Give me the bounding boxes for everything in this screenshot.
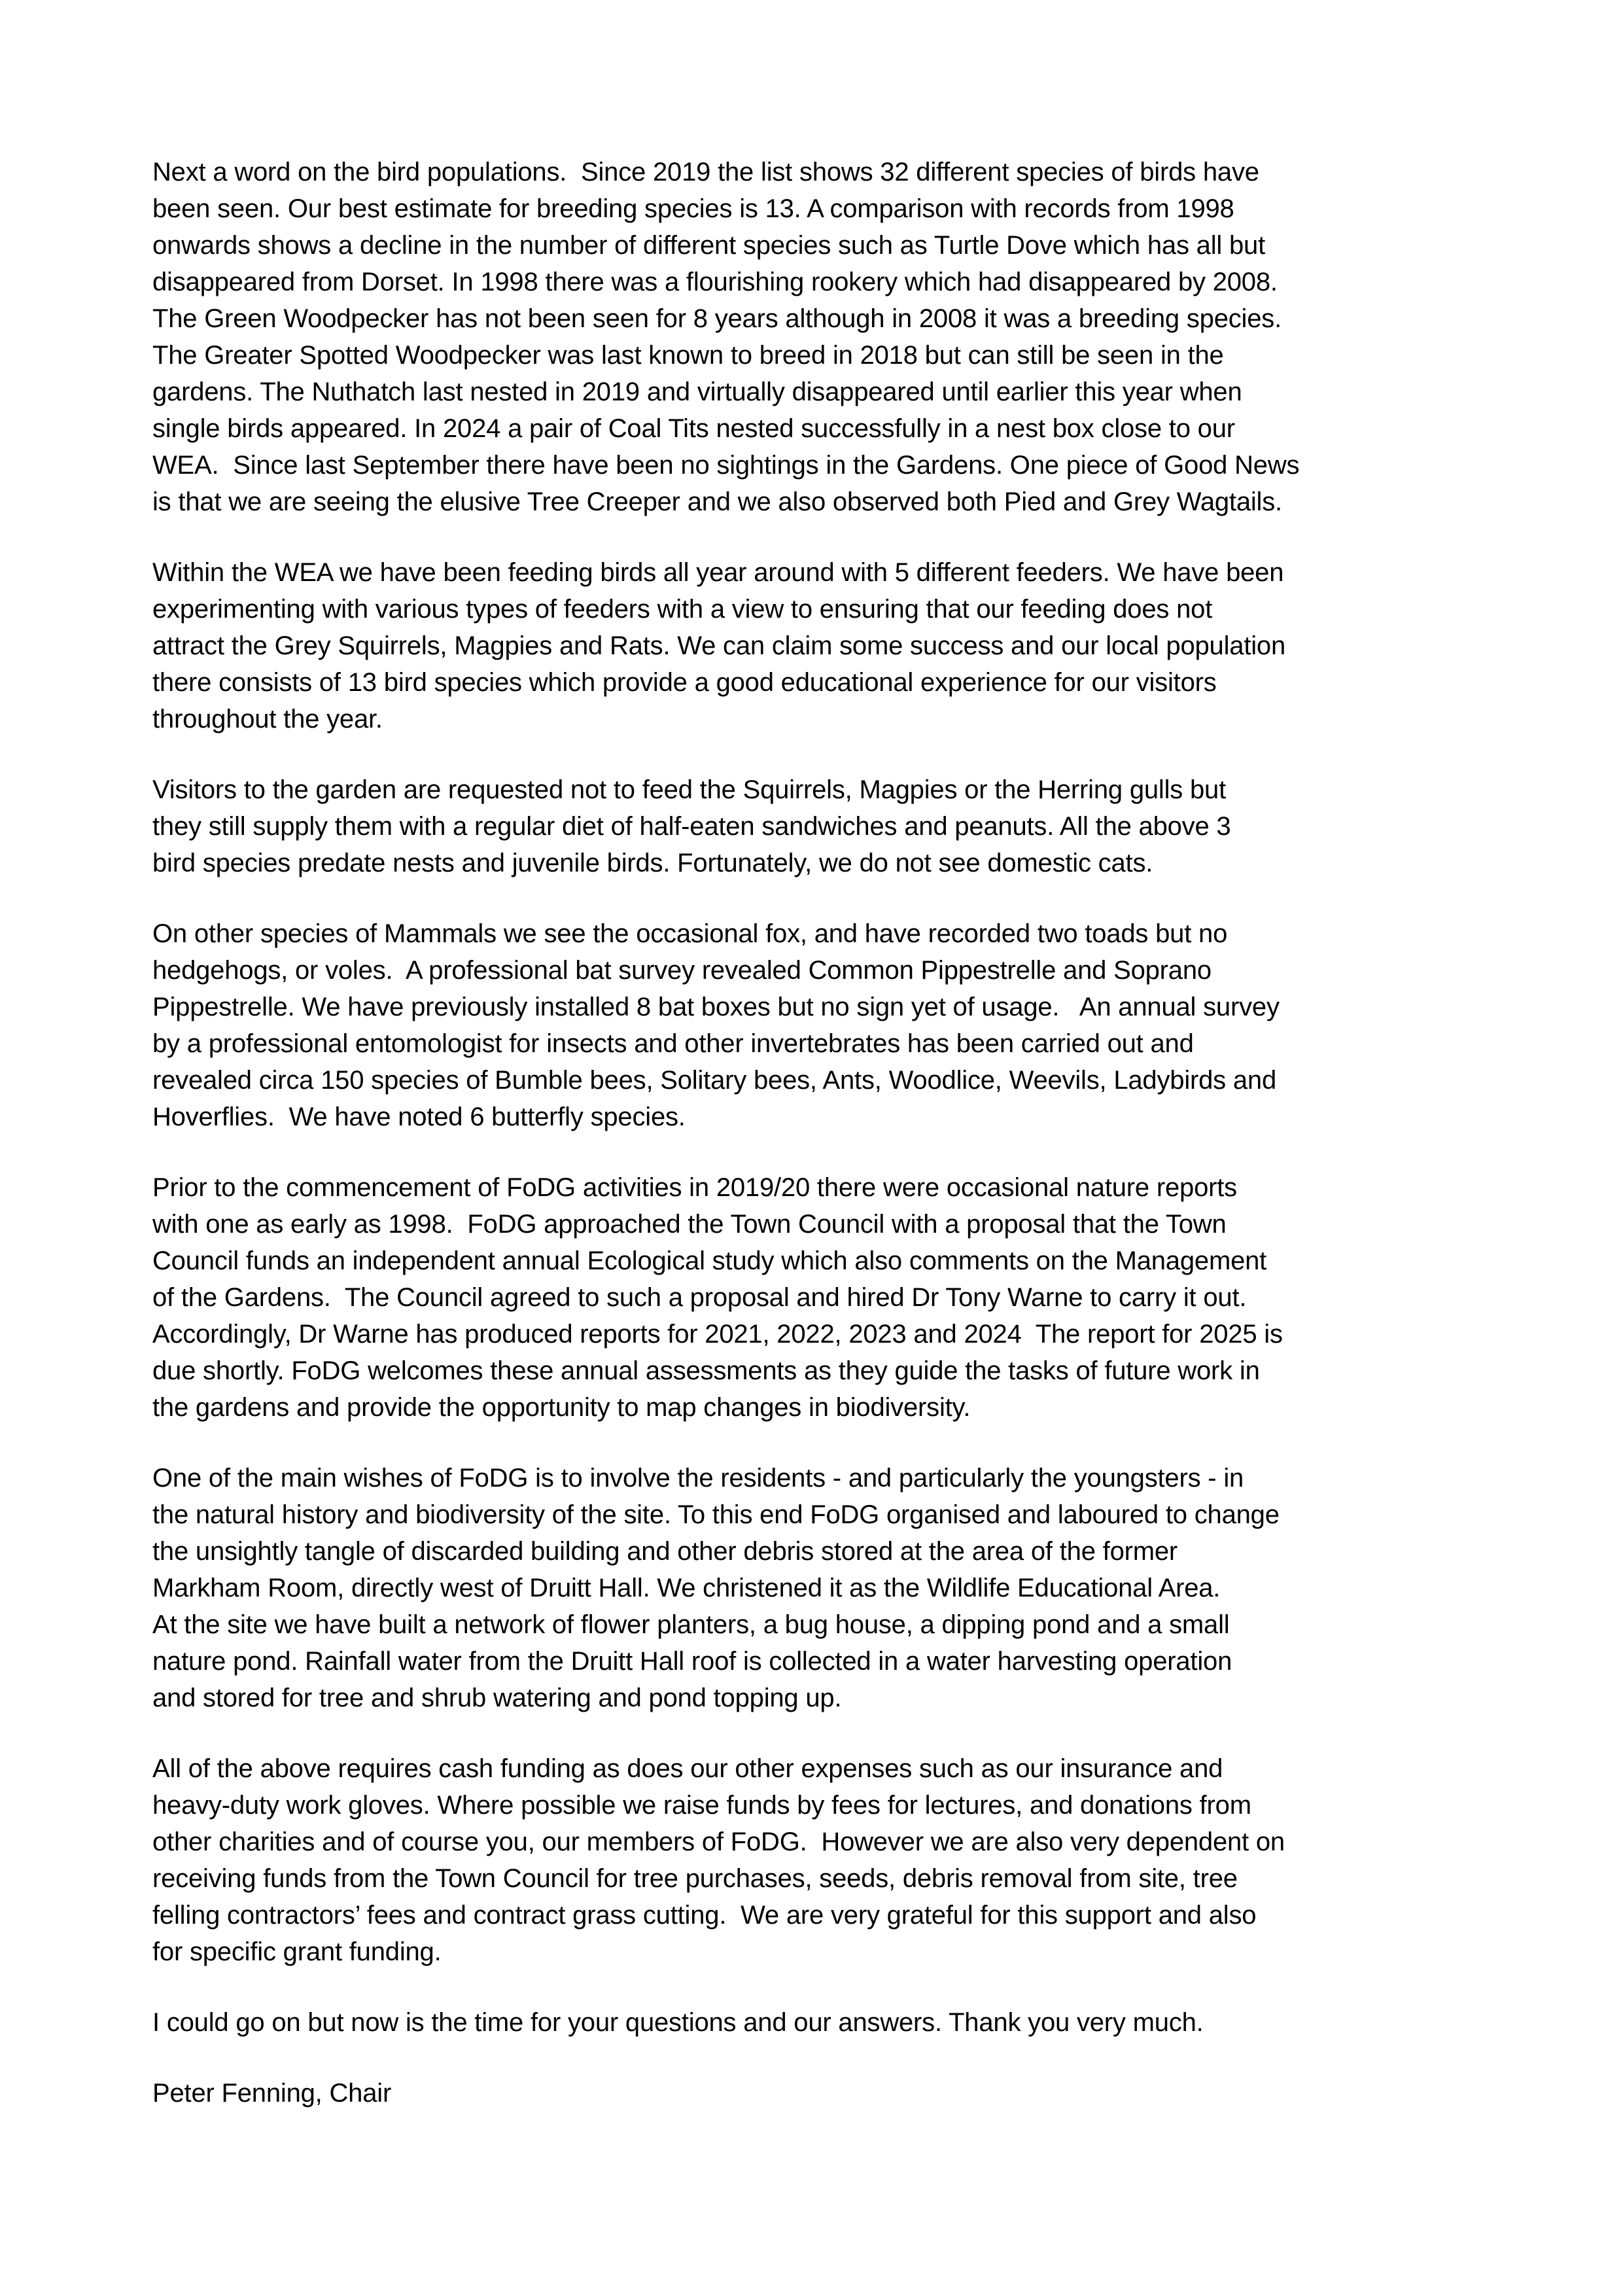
text-line: they still supply them with a regular diet of half-eaten sandwiches and peanuts. All the above 3: [152, 812, 1231, 841]
text-line: disappeared from Dorset. In 1998 there was a flourishing rookery which had disappeared by 2008.: [152, 268, 1278, 296]
text-line: The Green Woodpecker has not been seen for 8 years although in 2008 it was a breeding species.: [152, 304, 1282, 333]
text-line: On other species of Mammals we see the occasional fox, and have recorded two toads but no: [152, 919, 1228, 948]
text-line: onwards shows a decline in the number of different species such as Turtle Dove which has all but: [152, 231, 1265, 260]
text-line: WEA. Since last September there have been no sightings in the Gardens. One piece of Good News: [152, 451, 1300, 480]
text-line: felling contractors’ fees and contract grass cutting. We are very grateful for this support and also: [152, 1901, 1257, 1930]
text-line: single birds appeared. In 2024 a pair of Coal Tits nested successfully in a nest box close to our: [152, 414, 1235, 443]
text-line: revealed circa 150 species of Bumble bees, Solitary bees, Ants, Woodlice, Weevils, Ladybirds and: [152, 1066, 1277, 1095]
paragraph-6: [152, 1460, 1474, 1716]
text-line: other charities and of course you, our members of FoDG. However we are also very dependent on: [152, 1828, 1285, 1856]
document-body: [152, 154, 1474, 2111]
text-line: Markham Room, directly west of Druitt Hall. We christened it as the Wildlife Educational Area.: [152, 1574, 1221, 1602]
text-line: bird species predate nests and juvenile birds. Fortunately, we do not see domestic cats.: [152, 849, 1153, 877]
text-line: by a professional entomologist for insects and other invertebrates has been carried out and: [152, 1029, 1194, 1058]
paragraph-5: [152, 1169, 1474, 1426]
text-line: The Greater Spotted Woodpecker was last known to breed in 2018 but can still be seen in the: [152, 341, 1224, 370]
text-line: the gardens and provide the opportunity to map changes in biodiversity.: [152, 1393, 971, 1422]
text-line: gardens. The Nuthatch last nested in 2019 and virtually disappeared until earlier this year when: [152, 378, 1242, 406]
text-line: throughout the year.: [152, 705, 383, 733]
text-line: the natural history and biodiversity of the site. To this end FoDG organised and laboured to change: [152, 1500, 1280, 1529]
text-line: Peter Fenning, Chair: [152, 2079, 392, 2108]
signature: [152, 2075, 1474, 2111]
text-line: I could go on but now is the time for your questions and our answers. Thank you very much.: [152, 2008, 1204, 2037]
text-line: All of the above requires cash funding as does our other expenses such as our insurance and: [152, 1754, 1223, 1783]
text-line: Visitors to the garden are requested not to feed the Squirrels, Magpies or the Herring gulls but: [152, 775, 1227, 804]
text-line: experimenting with various types of feeders with a view to ensuring that our feeding does not: [152, 595, 1213, 624]
text-line: Pippestrelle. We have previously installed 8 bat boxes but no sign yet of usage. An annual survey: [152, 993, 1280, 1021]
text-line: with one as early as 1998. FoDG approached the Town Council with a proposal that the Town: [152, 1210, 1227, 1239]
text-line: One of the main wishes of FoDG is to involve the residents - and particularly the youngsters - in: [152, 1464, 1244, 1492]
text-line: Accordingly, Dr Warne has produced reports for 2021, 2022, 2023 and 2024 The report for 2025 is: [152, 1320, 1283, 1349]
text-line: heavy-duty work gloves. Where possible we raise funds by fees for lectures, and donations from: [152, 1791, 1251, 1820]
text-line: At the site we have built a network of flower planters, a bug house, a dipping pond and a small: [152, 1610, 1230, 1639]
text-line: for specific grant funding.: [152, 1937, 442, 1966]
paragraph-3: [152, 771, 1474, 881]
text-line: Council funds an independent annual Ecological study which also comments on the Management: [152, 1246, 1267, 1275]
text-line: and stored for tree and shrub watering and pond topping up.: [152, 1684, 842, 1712]
paragraph-4: [152, 915, 1474, 1135]
paragraph-1: [152, 154, 1474, 520]
text-line: there consists of 13 bird species which provide a good educational experience for our visitors: [152, 668, 1217, 697]
text-line: of the Gardens. The Council agreed to such a proposal and hired Dr Tony Warne to carry it out.: [152, 1283, 1247, 1312]
text-line: attract the Grey Squirrels, Magpies and Rats. We can claim some success and our local population: [152, 631, 1286, 660]
text-line: been seen. Our best estimate for breeding species is 13. A comparison with records from 1998: [152, 194, 1234, 223]
paragraph-7: [152, 1750, 1474, 1970]
paragraph-2: [152, 554, 1474, 737]
text-line: hedgehogs, or voles. A professional bat survey revealed Common Pippestrelle and Soprano: [152, 956, 1212, 985]
text-line: nature pond. Rainfall water from the Druitt Hall roof is collected in a water harvesting operation: [152, 1647, 1232, 1676]
text-line: Next a word on the bird populations. Since 2019 the list shows 32 different species of birds have: [152, 158, 1259, 186]
text-line: the unsightly tangle of discarded building and other debris stored at the area of the former: [152, 1537, 1178, 1566]
text-line: Hoverflies. We have noted 6 butterfly species.: [152, 1103, 686, 1131]
text-line: receiving funds from the Town Council for tree purchases, seeds, debris removal from site, tree: [152, 1864, 1238, 1893]
text-line: Within the WEA we have been feeding birds all year around with 5 different feeders. We have been: [152, 558, 1284, 587]
text-line: Prior to the commencement of FoDG activities in 2019/20 there were occasional nature reports: [152, 1173, 1237, 1202]
paragraph-8: [152, 2004, 1474, 2041]
text-line: is that we are seeing the elusive Tree Creeper and we also observed both Pied and Grey Wagtails.: [152, 487, 1282, 516]
text-line: due shortly. FoDG welcomes these annual assessments as they guide the tasks of future work in: [152, 1356, 1260, 1385]
